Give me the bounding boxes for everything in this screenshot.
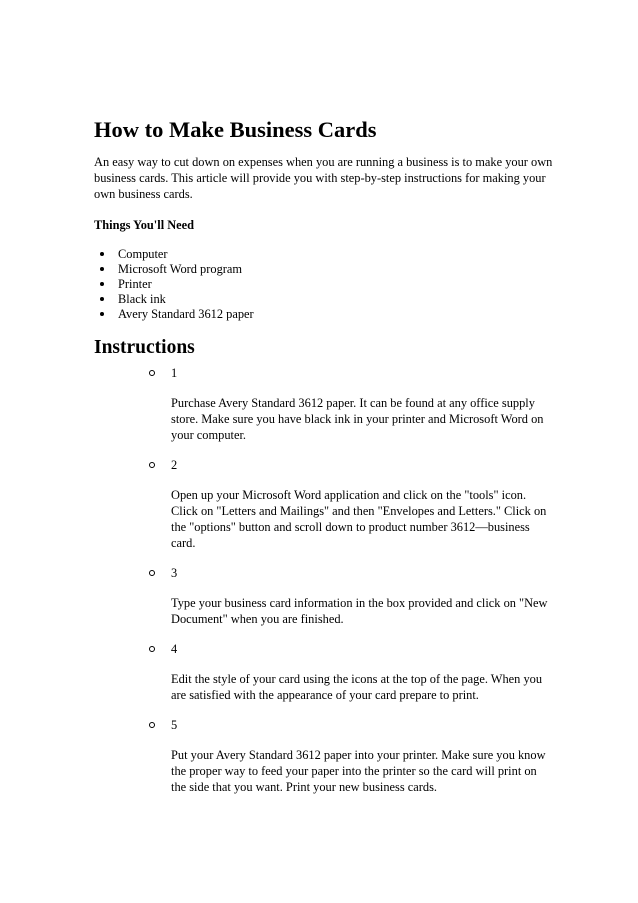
circle-bullet-icon (149, 722, 155, 728)
bullet-icon (100, 297, 104, 301)
page-title: How to Make Business Cards (94, 117, 377, 142)
instructions-list (94, 365, 554, 795)
bullet-icon (100, 267, 104, 271)
step-text: Put your Avery Standard 3612 paper into your printer. Make sure you know the proper way to feed your paper into the printer so the card will print on the side that you want. Print your new business cards. (171, 748, 546, 794)
step-number: 2 (171, 458, 178, 472)
bullet-icon (100, 252, 104, 256)
step-number: 4 (171, 642, 178, 656)
step-text: Type your business card information in the box provided and click on "New Document" when you are finished. (171, 596, 548, 626)
instruction-step (94, 717, 554, 795)
circle-bullet-icon (149, 370, 155, 376)
step-number: 3 (171, 566, 178, 580)
list-item (94, 262, 554, 277)
list-item-label: Printer (118, 277, 152, 291)
list-item (94, 292, 554, 307)
list-item (94, 247, 554, 262)
instructions-heading: Instructions (94, 337, 195, 358)
bullet-icon (100, 282, 104, 286)
things-needed-heading: Things You'll Need (94, 218, 195, 232)
document-page (94, 116, 554, 809)
step-number: 1 (171, 366, 178, 380)
step-text: Purchase Avery Standard 3612 paper. It can be found at any office supply store. Make sure you have black ink in your printer and Microsoft Word on your computer. (171, 396, 544, 442)
list-item-label: Avery Standard 3612 paper (118, 307, 254, 321)
instruction-step (94, 565, 554, 627)
step-text: Edit the style of your card using the icons at the top of the page. When you are satisfied with the appearance of your card prepare to print. (171, 672, 543, 702)
instruction-step (94, 365, 554, 443)
instruction-step (94, 641, 554, 703)
circle-bullet-icon (149, 462, 155, 468)
list-item-label: Microsoft Word program (118, 262, 243, 276)
intro-paragraph: An easy way to cut down on expenses when you are running a business is to make your own business cards. This article will provide you with step-by-step instructions for making your own business cards. (94, 155, 553, 201)
circle-bullet-icon (149, 646, 155, 652)
list-item (94, 277, 554, 292)
list-item-label: Computer (118, 247, 168, 261)
list-item (94, 307, 554, 322)
things-needed-list (94, 247, 554, 322)
instruction-step (94, 457, 554, 551)
step-number: 5 (171, 718, 178, 732)
bullet-icon (100, 312, 104, 316)
step-text: Open up your Microsoft Word application and click on the "tools" icon. Click on "Letters and Mailings" and then "Envelopes and Letters." Click on the "options" button and scroll down to product number 3612—business card. (171, 488, 547, 550)
list-item-label: Black ink (118, 292, 166, 306)
circle-bullet-icon (149, 570, 155, 576)
